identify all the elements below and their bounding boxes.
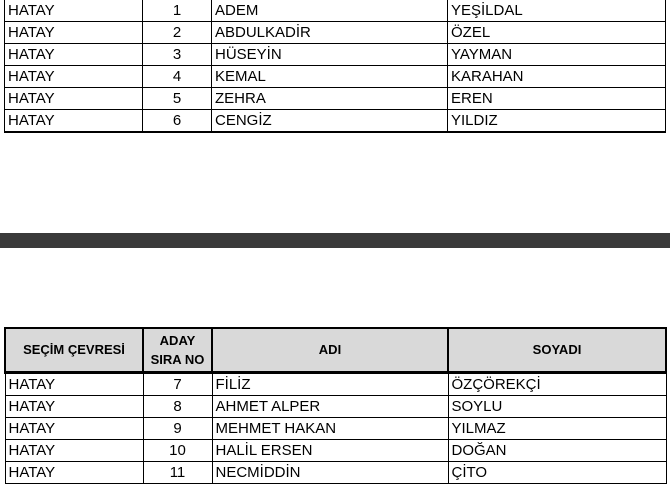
first-name-cell: HÜSEYİN — [212, 44, 448, 66]
header-district: SEÇİM ÇEVRESİ — [5, 328, 143, 373]
table-header-row — [5, 328, 666, 373]
table-row — [5, 0, 666, 22]
header-candidate-number-line2: SIRA NO — [150, 352, 205, 367]
surname-cell: YEŞİLDAL — [448, 0, 666, 22]
district-cell: HATAY — [5, 373, 143, 396]
table-row — [5, 22, 666, 44]
header-candidate-number — [143, 328, 212, 373]
district-cell: HATAY — [5, 396, 143, 418]
header-first-name: ADI — [212, 328, 448, 373]
district-cell: HATAY — [5, 440, 143, 462]
surname-cell: YILMAZ — [448, 418, 666, 440]
first-name-cell: FİLİZ — [212, 373, 448, 396]
first-name-cell: HALİL ERSEN — [212, 440, 448, 462]
surname-cell: EREN — [448, 88, 666, 110]
surname-cell: ÇİTO — [448, 462, 666, 484]
candidate-number-cell: 5 — [143, 88, 212, 110]
district-cell: HATAY — [5, 88, 143, 110]
candidate-table-bottom — [4, 327, 667, 484]
surname-cell: YILDIZ — [448, 110, 666, 133]
district-cell: HATAY — [5, 66, 143, 88]
surname-cell: ÖZEL — [448, 22, 666, 44]
surname-cell: KARAHAN — [448, 66, 666, 88]
candidate-number-cell: 11 — [143, 462, 212, 484]
candidate-number-cell: 6 — [143, 110, 212, 133]
candidate-number-cell: 4 — [143, 66, 212, 88]
first-name-cell: MEHMET HAKAN — [212, 418, 448, 440]
surname-cell: YAYMAN — [448, 44, 666, 66]
surname-cell: ÖZÇÖREKÇİ — [448, 373, 666, 396]
first-name-cell: ABDULKADİR — [212, 22, 448, 44]
candidate-number-cell: 9 — [143, 418, 212, 440]
district-cell: HATAY — [5, 462, 143, 484]
district-cell: HATAY — [5, 44, 143, 66]
table-row — [5, 110, 666, 133]
surname-cell: SOYLU — [448, 396, 666, 418]
section-divider-bar — [0, 233, 670, 248]
table-row — [5, 418, 666, 440]
candidate-number-cell: 10 — [143, 440, 212, 462]
first-name-cell: KEMAL — [212, 66, 448, 88]
first-name-cell: CENGİZ — [212, 110, 448, 133]
table-row — [5, 88, 666, 110]
first-name-cell: AHMET ALPER — [212, 396, 448, 418]
table-row — [5, 462, 666, 484]
candidate-number-cell: 3 — [143, 44, 212, 66]
first-name-cell: ZEHRA — [212, 88, 448, 110]
candidate-number-cell: 2 — [143, 22, 212, 44]
candidate-table-top — [4, 0, 666, 133]
header-candidate-number-line1: ADAY — [159, 333, 196, 348]
district-cell: HATAY — [5, 110, 143, 133]
candidate-number-cell: 8 — [143, 396, 212, 418]
first-name-cell: NECMİDDİN — [212, 462, 448, 484]
candidate-number-cell: 7 — [143, 373, 212, 396]
table-row — [5, 66, 666, 88]
candidate-number-cell: 1 — [143, 0, 212, 22]
table-row — [5, 440, 666, 462]
table-row — [5, 44, 666, 66]
district-cell: HATAY — [5, 418, 143, 440]
table-row — [5, 396, 666, 418]
surname-cell: DOĞAN — [448, 440, 666, 462]
district-cell: HATAY — [5, 0, 143, 22]
district-cell: HATAY — [5, 22, 143, 44]
first-name-cell: ADEM — [212, 0, 448, 22]
header-surname: SOYADI — [448, 328, 666, 373]
table-row — [5, 373, 666, 396]
